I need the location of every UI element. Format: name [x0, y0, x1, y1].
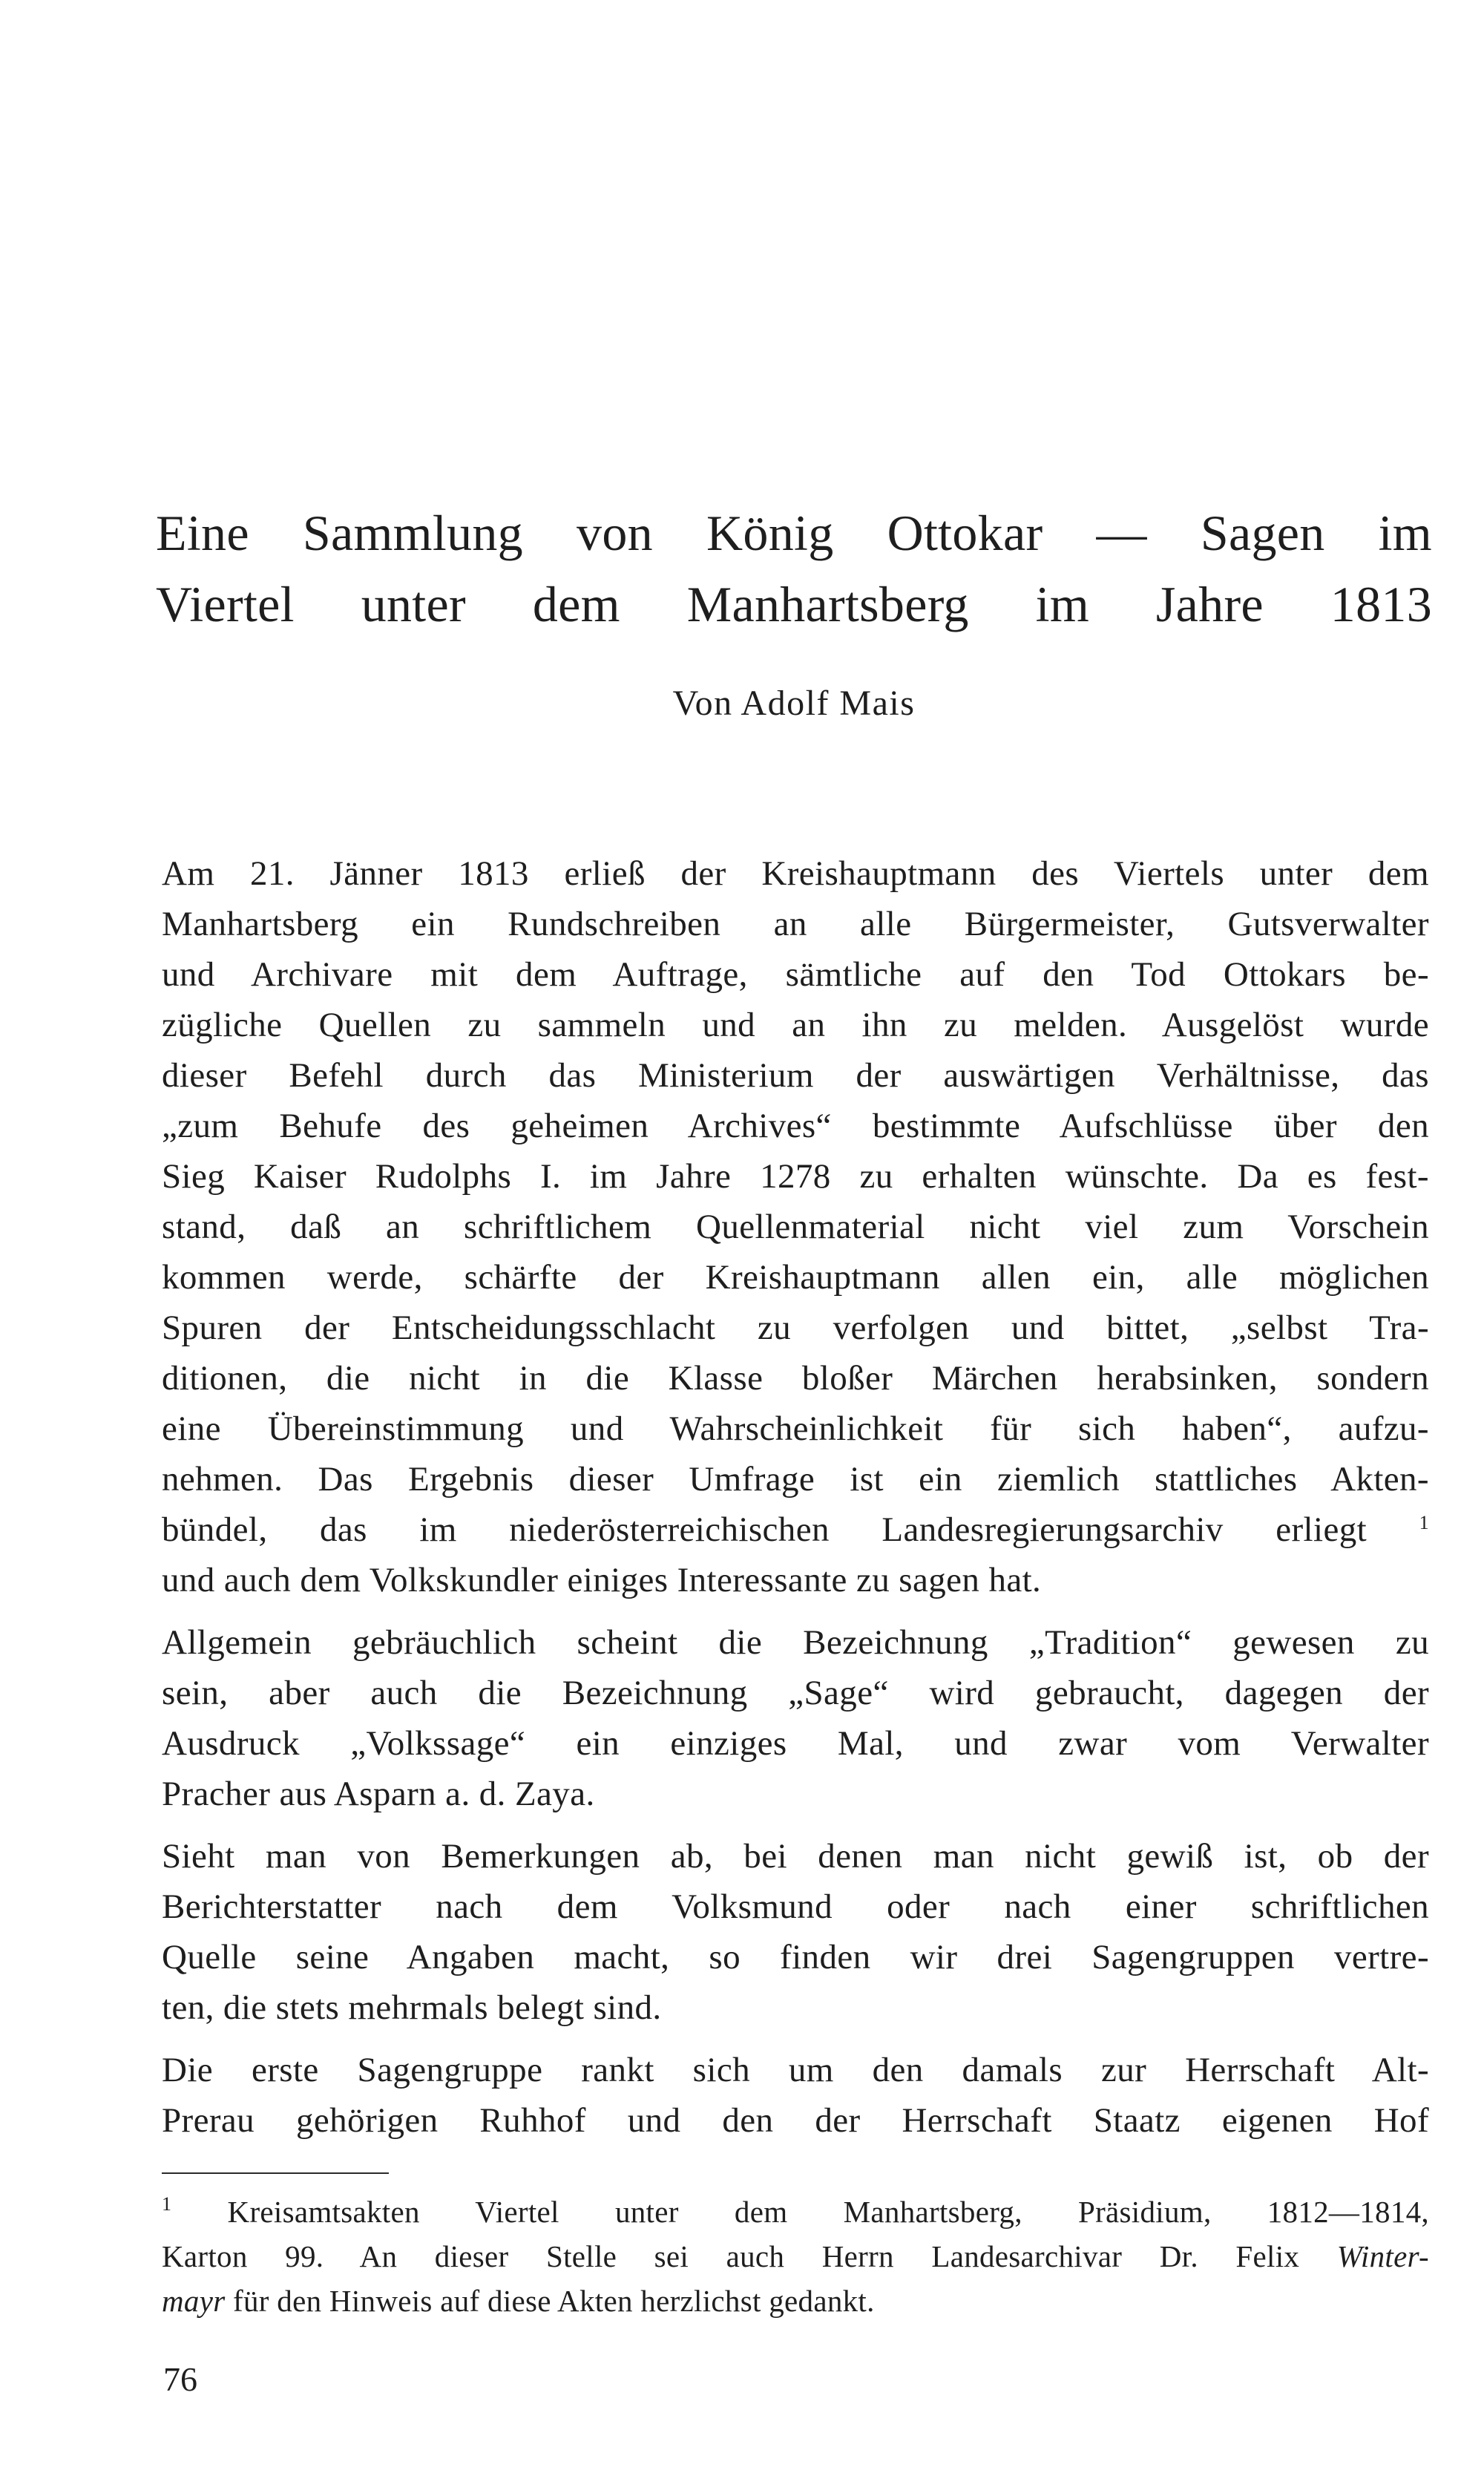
- text-line: ten, die stets mehrmals belegt sind.: [162, 1988, 662, 2027]
- text-line: Quelle seine Angaben macht, so finden wir drei Sagengruppen vertre-: [162, 1938, 1429, 1976]
- text-line: stand, daß an schriftlichem Quellenmaterial nicht viel zum Vorschein: [162, 1208, 1429, 1246]
- page-number: 76: [163, 2360, 197, 2398]
- text-line: Pracher aus Asparn a. d. Zaya.: [162, 1775, 595, 1813]
- footnote-marker: 1: [1419, 1512, 1429, 1533]
- text-span: bündel, das im niederösterreichischen Landesregierungsarchiv erliegt: [162, 1510, 1368, 1549]
- footnote-line: [162, 2191, 1429, 2233]
- text-line: Prerau gehörigen Ruhhof und den der Herrschaft Staatz eigenen Hof: [162, 2101, 1429, 2140]
- title-line-1: Eine Sammlung von König Ottokar — Sagen im: [156, 505, 1432, 561]
- text-line: Am 21. Jänner 1813 erließ der Kreishauptmann des Viertels unter dem: [162, 854, 1429, 893]
- footnote-text: für den Hinweis auf diese Akten herzlichst gedankt.: [225, 2284, 875, 2318]
- text-line: dieser Befehl durch das Ministerium der auswärtigen Verhältnisse, das: [162, 1056, 1429, 1095]
- footnote-text: Kreisamtsakten Viertel unter dem Manhartsberg, Präsidium, 1812—1814,: [227, 2195, 1429, 2229]
- text-line-with-footnote: [162, 1507, 1429, 1553]
- text-line: sein, aber auch die Bezeichnung „Sage“ wird gebraucht, dagegen der: [162, 1674, 1429, 1712]
- text-line: kommen werde, schärfte der Kreishauptmann allen ein, alle möglichen: [162, 1258, 1429, 1297]
- text-line: Berichterstatter nach dem Volksmund oder nach einer schriftlichen: [162, 1887, 1429, 1926]
- footnote-line: [162, 2280, 1429, 2322]
- text-line: und auch dem Volkskundler einiges Interessante zu sagen hat.: [162, 1561, 1042, 1599]
- footnote-separator: [162, 2172, 389, 2174]
- text-line: und Archivare mit dem Auftrage, sämtliche auf den Tod Ottokars be-: [162, 955, 1429, 994]
- text-line: Spuren der Entscheidungsschlacht zu verfolgen und bittet, „selbst Tra-: [162, 1309, 1429, 1347]
- text-line: ditionen, die nicht in die Klasse bloßer Märchen herabsinken, sondern: [162, 1359, 1429, 1398]
- text-line: nehmen. Das Ergebnis dieser Umfrage ist ein ziemlich stattliches Akten-: [162, 1460, 1429, 1499]
- footnote-text: Karton 99. An dieser Stelle sei auch Herrn Landesarchivar Dr. Felix: [162, 2239, 1300, 2273]
- author-byline: Von Adolf Mais: [672, 684, 916, 723]
- text-line: „zum Behufe des geheimen Archives“ bestimmte Aufschlüsse über den: [162, 1107, 1429, 1145]
- footnote-italic-name: mayr: [162, 2284, 226, 2318]
- text-line: zügliche Quellen zu sammeln und an ihn zu melden. Ausgelöst wurde: [162, 1006, 1429, 1044]
- text-line: Die erste Sagengruppe rankt sich um den damals zur Herrschaft Alt-: [162, 2051, 1429, 2089]
- text-line: eine Übereinstimmung und Wahrscheinlichkeit für sich haben“, aufzu-: [162, 1409, 1429, 1448]
- text-line: Sieg Kaiser Rudolphs I. im Jahre 1278 zu erhalten wünschte. Da es fest-: [162, 1157, 1429, 1196]
- footnote-line: [162, 2236, 1429, 2277]
- text-line: Manhartsberg ein Rundschreiben an alle Bürgermeister, Gutsverwalter: [162, 905, 1429, 943]
- text-line: Allgemein gebräuchlich scheint die Bezeichnung „Tradition“ gewesen zu: [162, 1623, 1429, 1662]
- text-line: Ausdruck „Volkssage“ ein einziges Mal, und zwar vom Verwalter: [162, 1724, 1429, 1763]
- footnote-number: 1: [162, 2193, 172, 2215]
- footnote-italic-name: Winter-: [1336, 2239, 1429, 2273]
- title-line-2: Viertel unter dem Manhartsberg im Jahre 1813: [156, 576, 1432, 632]
- text-line: Sieht man von Bemerkungen ab, bei denen man nicht gewiß ist, ob der: [162, 1837, 1429, 1876]
